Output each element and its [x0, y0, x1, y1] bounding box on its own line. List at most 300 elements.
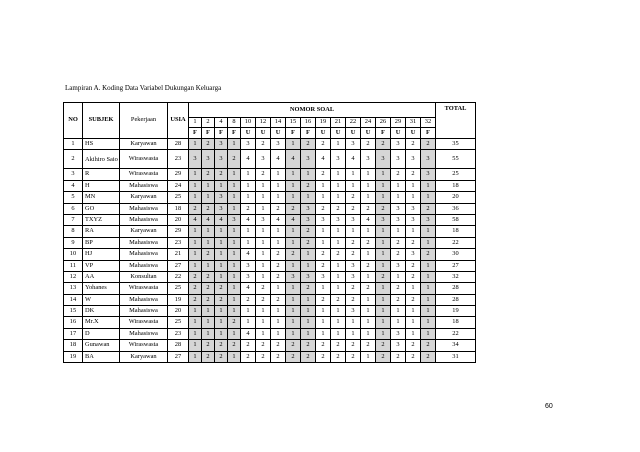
score-cell: 2: [301, 237, 316, 248]
score-cell: 2: [346, 351, 361, 362]
score-cell: 1: [421, 260, 436, 271]
score-cell: 3: [301, 214, 316, 225]
score-cell: 2: [256, 283, 271, 294]
score-cell: 3: [316, 271, 331, 282]
score-cell: 2: [391, 249, 406, 260]
subject-cell: HJ: [83, 249, 120, 260]
score-cell: 2: [361, 237, 376, 248]
score-cell: 1: [421, 317, 436, 328]
occupation-cell: Mahasiswa: [120, 306, 168, 317]
score-cell: 1: [241, 237, 256, 248]
score-cell: 1: [331, 306, 346, 317]
subject-cell: Akihiro Saio: [83, 150, 120, 169]
score-cell: 1: [189, 169, 202, 180]
row-number-cell: 8: [64, 226, 83, 237]
score-cell: 1: [391, 226, 406, 237]
score-cell: 3: [215, 203, 228, 214]
score-cell: 1: [271, 306, 286, 317]
score-cell: 2: [406, 169, 421, 180]
score-cell: 1: [391, 180, 406, 191]
score-cell: 1: [331, 328, 346, 339]
table-row: [64, 249, 476, 260]
score-cell: 2: [215, 340, 228, 351]
score-cell: 1: [286, 180, 301, 191]
age-cell: 28: [168, 340, 189, 351]
score-cell: 2: [376, 351, 391, 362]
table-row: [64, 169, 476, 180]
total-cell: 31: [436, 351, 476, 362]
score-cell: 1: [286, 317, 301, 328]
score-cell: 2: [202, 249, 215, 260]
score-cell: 1: [215, 306, 228, 317]
table-row: [64, 271, 476, 282]
occupation-cell: Wiraswasta: [120, 283, 168, 294]
score-cell: 2: [406, 340, 421, 351]
age-cell: 25: [168, 192, 189, 203]
occupation-cell: Mahasiswa: [120, 203, 168, 214]
score-cell: 2: [391, 294, 406, 305]
age-cell: 23: [168, 237, 189, 248]
score-cell: 1: [215, 180, 228, 191]
score-cell: 2: [316, 169, 331, 180]
score-cell: 2: [202, 271, 215, 282]
score-cell: 1: [361, 226, 376, 237]
age-cell: 29: [168, 226, 189, 237]
score-cell: 2: [361, 260, 376, 271]
page-number: 60: [545, 403, 553, 410]
score-cell: 1: [256, 226, 271, 237]
subject-cell: Mr.X: [83, 317, 120, 328]
score-cell: 1: [286, 169, 301, 180]
score-cell: 1: [421, 226, 436, 237]
score-cell: 3: [346, 260, 361, 271]
score-cell: 1: [331, 226, 346, 237]
score-cell: 2: [346, 340, 361, 351]
score-cell: 1: [256, 260, 271, 271]
total-cell: 28: [436, 283, 476, 294]
table-row: [64, 237, 476, 248]
score-cell: 1: [376, 294, 391, 305]
score-cell: 3: [391, 150, 406, 169]
score-cell: 1: [301, 306, 316, 317]
score-cell: 1: [228, 271, 241, 282]
row-number-cell: 15: [64, 306, 83, 317]
score-cell: 2: [256, 169, 271, 180]
score-cell: 1: [316, 226, 331, 237]
score-cell: 1: [228, 203, 241, 214]
question-type-cell: U: [346, 128, 361, 139]
score-cell: 2: [271, 203, 286, 214]
score-cell: 1: [256, 317, 271, 328]
age-cell: 25: [168, 283, 189, 294]
row-number-cell: 12: [64, 271, 83, 282]
score-cell: 1: [331, 169, 346, 180]
score-cell: 1: [391, 317, 406, 328]
question-number-cell: 8: [228, 118, 241, 128]
score-cell: 1: [331, 180, 346, 191]
occupation-cell: Wiraswasta: [120, 169, 168, 180]
score-cell: 2: [331, 203, 346, 214]
score-cell: 2: [202, 139, 215, 150]
score-cell: 3: [215, 139, 228, 150]
score-cell: 1: [286, 283, 301, 294]
score-cell: 3: [301, 271, 316, 282]
score-cell: 1: [228, 237, 241, 248]
score-cell: 1: [316, 317, 331, 328]
score-cell: 1: [376, 180, 391, 191]
row-number-cell: 19: [64, 351, 83, 362]
header-subjek: SUBJEK: [83, 103, 120, 139]
total-cell: 18: [436, 180, 476, 191]
score-cell: 2: [228, 317, 241, 328]
score-cell: 1: [301, 294, 316, 305]
score-cell: 2: [256, 351, 271, 362]
score-cell: 2: [346, 192, 361, 203]
score-cell: 3: [241, 260, 256, 271]
total-cell: 58: [436, 214, 476, 225]
score-cell: 1: [346, 328, 361, 339]
score-cell: 2: [215, 169, 228, 180]
score-cell: 3: [391, 260, 406, 271]
score-cell: 1: [316, 192, 331, 203]
score-cell: 1: [316, 237, 331, 248]
score-cell: 1: [228, 328, 241, 339]
score-cell: 3: [421, 169, 436, 180]
score-cell: 1: [301, 192, 316, 203]
score-cell: 1: [256, 249, 271, 260]
table-row: [64, 306, 476, 317]
score-cell: 3: [346, 306, 361, 317]
score-cell: 4: [202, 214, 215, 225]
total-cell: 34: [436, 340, 476, 351]
score-cell: 3: [189, 150, 202, 169]
age-cell: 22: [168, 271, 189, 282]
score-cell: 2: [228, 340, 241, 351]
score-cell: 1: [346, 317, 361, 328]
score-cell: 2: [301, 139, 316, 150]
subject-cell: VP: [83, 260, 120, 271]
score-cell: 1: [421, 294, 436, 305]
score-cell: 1: [421, 192, 436, 203]
score-cell: 1: [346, 180, 361, 191]
score-cell: 1: [301, 249, 316, 260]
score-cell: 2: [271, 260, 286, 271]
score-cell: 1: [361, 328, 376, 339]
score-cell: 1: [376, 169, 391, 180]
score-cell: 1: [406, 180, 421, 191]
score-cell: 1: [361, 306, 376, 317]
table-row: [64, 317, 476, 328]
subject-cell: Gunawan: [83, 340, 120, 351]
question-type-cell: U: [391, 128, 406, 139]
question-type-cell: F: [202, 128, 215, 139]
score-cell: 2: [202, 283, 215, 294]
score-cell: 1: [202, 180, 215, 191]
score-cell: 3: [391, 139, 406, 150]
score-cell: 1: [346, 226, 361, 237]
score-cell: 2: [271, 351, 286, 362]
score-cell: 2: [406, 237, 421, 248]
question-type-cell: U: [316, 128, 331, 139]
table-row: [64, 214, 476, 225]
score-cell: 2: [202, 340, 215, 351]
score-cell: 1: [286, 306, 301, 317]
score-cell: 2: [256, 139, 271, 150]
score-cell: 2: [256, 340, 271, 351]
age-cell: 29: [168, 169, 189, 180]
question-number-cell: 21: [331, 118, 346, 128]
score-cell: 2: [331, 294, 346, 305]
score-cell: 3: [271, 139, 286, 150]
score-cell: 1: [421, 271, 436, 282]
age-cell: 20: [168, 306, 189, 317]
score-cell: 4: [241, 249, 256, 260]
score-cell: 1: [241, 317, 256, 328]
score-cell: 1: [376, 306, 391, 317]
score-cell: 4: [241, 283, 256, 294]
table-body: [64, 139, 476, 363]
score-cell: 3: [316, 214, 331, 225]
score-cell: 1: [189, 226, 202, 237]
score-cell: 2: [316, 203, 331, 214]
row-number-cell: 9: [64, 237, 83, 248]
score-cell: 1: [376, 226, 391, 237]
table-row: [64, 192, 476, 203]
score-cell: 1: [406, 192, 421, 203]
question-number-cell: 16: [301, 118, 316, 128]
age-cell: 23: [168, 150, 189, 169]
row-number-cell: 17: [64, 328, 83, 339]
score-cell: 1: [228, 180, 241, 191]
age-cell: 28: [168, 139, 189, 150]
score-cell: 1: [228, 294, 241, 305]
score-cell: 1: [286, 192, 301, 203]
score-cell: 1: [406, 317, 421, 328]
score-cell: 1: [361, 351, 376, 362]
age-cell: 27: [168, 260, 189, 271]
score-cell: 1: [376, 249, 391, 260]
score-cell: 1: [271, 283, 286, 294]
table-row: [64, 351, 476, 362]
score-cell: 1: [228, 139, 241, 150]
total-cell: 36: [436, 203, 476, 214]
score-cell: 3: [215, 192, 228, 203]
occupation-cell: Karyawan: [120, 139, 168, 150]
occupation-cell: Mahasiswa: [120, 180, 168, 191]
score-cell: 2: [406, 294, 421, 305]
total-cell: 20: [436, 192, 476, 203]
occupation-cell: Konsultan: [120, 271, 168, 282]
score-cell: 1: [391, 306, 406, 317]
score-cell: 2: [361, 203, 376, 214]
score-cell: 1: [228, 260, 241, 271]
header-total: TOTAL: [436, 103, 476, 139]
age-cell: 24: [168, 180, 189, 191]
score-cell: 1: [189, 139, 202, 150]
score-cell: 1: [189, 306, 202, 317]
occupation-cell: Mahasiswa: [120, 294, 168, 305]
score-cell: 1: [241, 180, 256, 191]
score-cell: 1: [316, 306, 331, 317]
age-cell: 20: [168, 214, 189, 225]
score-cell: 2: [189, 203, 202, 214]
score-cell: 2: [316, 340, 331, 351]
score-cell: 2: [271, 271, 286, 282]
occupation-cell: Mahasiswa: [120, 214, 168, 225]
score-cell: 1: [241, 192, 256, 203]
score-cell: 2: [406, 260, 421, 271]
score-cell: 2: [406, 139, 421, 150]
occupation-cell: Mahasiswa: [120, 328, 168, 339]
score-cell: 2: [391, 169, 406, 180]
score-cell: 3: [301, 203, 316, 214]
age-cell: 23: [168, 328, 189, 339]
row-number-cell: 2: [64, 150, 83, 169]
score-cell: 4: [189, 214, 202, 225]
score-cell: 1: [215, 317, 228, 328]
score-cell: 1: [421, 237, 436, 248]
table-row: [64, 283, 476, 294]
question-number-cell: 31: [406, 118, 421, 128]
score-cell: 1: [215, 237, 228, 248]
score-cell: 1: [256, 180, 271, 191]
score-cell: 3: [331, 214, 346, 225]
score-cell: 1: [286, 237, 301, 248]
score-cell: 3: [346, 139, 361, 150]
score-cell: 4: [241, 150, 256, 169]
total-cell: 27: [436, 260, 476, 271]
score-cell: 4: [215, 214, 228, 225]
row-number-cell: 4: [64, 180, 83, 191]
question-type-cell: F: [421, 128, 436, 139]
occupation-cell: Wiraswasta: [120, 150, 168, 169]
score-cell: 3: [286, 271, 301, 282]
score-cell: 2: [286, 203, 301, 214]
score-cell: 1: [286, 260, 301, 271]
score-cell: 3: [256, 214, 271, 225]
question-type-cell: F: [215, 128, 228, 139]
score-cell: 2: [346, 294, 361, 305]
score-cell: 1: [361, 169, 376, 180]
score-cell: 1: [215, 226, 228, 237]
score-cell: 2: [391, 351, 406, 362]
score-cell: 2: [316, 249, 331, 260]
score-cell: 2: [202, 294, 215, 305]
score-cell: 2: [301, 340, 316, 351]
score-cell: 1: [228, 306, 241, 317]
score-cell: 1: [331, 192, 346, 203]
score-cell: 1: [286, 226, 301, 237]
score-cell: 1: [228, 226, 241, 237]
subject-cell: MN: [83, 192, 120, 203]
table-row: [64, 294, 476, 305]
score-cell: 1: [202, 317, 215, 328]
row-number-cell: 6: [64, 203, 83, 214]
score-cell: 3: [256, 150, 271, 169]
table-row: [64, 328, 476, 339]
score-cell: 1: [316, 328, 331, 339]
question-type-cell: F: [286, 128, 301, 139]
score-cell: 2: [202, 351, 215, 362]
score-cell: 1: [202, 192, 215, 203]
score-cell: 2: [361, 139, 376, 150]
score-cell: 1: [391, 192, 406, 203]
subject-cell: BP: [83, 237, 120, 248]
score-cell: 3: [406, 214, 421, 225]
score-cell: 1: [215, 328, 228, 339]
subject-cell: HS: [83, 139, 120, 150]
row-number-cell: 14: [64, 294, 83, 305]
score-cell: 1: [189, 340, 202, 351]
age-cell: 25: [168, 317, 189, 328]
score-cell: 1: [189, 260, 202, 271]
total-cell: 25: [436, 169, 476, 180]
score-cell: 2: [391, 237, 406, 248]
score-cell: 2: [189, 271, 202, 282]
score-cell: 1: [189, 317, 202, 328]
question-number-cell: 26: [376, 118, 391, 128]
score-cell: 1: [316, 283, 331, 294]
score-cell: 2: [286, 340, 301, 351]
score-cell: 2: [346, 249, 361, 260]
question-number-cell: 22: [346, 118, 361, 128]
score-cell: 2: [346, 203, 361, 214]
score-cell: 1: [215, 271, 228, 282]
score-cell: 4: [316, 150, 331, 169]
score-cell: 1: [361, 249, 376, 260]
score-cell: 1: [331, 139, 346, 150]
age-cell: 18: [168, 203, 189, 214]
score-cell: 2: [361, 340, 376, 351]
score-cell: 2: [202, 169, 215, 180]
score-cell: 4: [346, 150, 361, 169]
score-cell: 1: [202, 237, 215, 248]
header-usia: USIA: [168, 103, 189, 139]
score-cell: 1: [361, 271, 376, 282]
occupation-cell: Mahasiswa: [120, 249, 168, 260]
score-cell: 2: [346, 283, 361, 294]
score-cell: 3: [391, 340, 406, 351]
question-number-cell: 4: [215, 118, 228, 128]
score-cell: 2: [271, 340, 286, 351]
age-cell: 19: [168, 294, 189, 305]
score-cell: 1: [406, 283, 421, 294]
score-cell: 1: [202, 226, 215, 237]
question-type-cell: U: [331, 128, 346, 139]
question-number-cell: 15: [286, 118, 301, 128]
question-number-cell: 10: [241, 118, 256, 128]
score-cell: 1: [286, 294, 301, 305]
score-cell: 1: [286, 328, 301, 339]
table-row: [64, 139, 476, 150]
score-cell: 3: [346, 271, 361, 282]
score-cell: 1: [241, 226, 256, 237]
score-cell: 1: [331, 317, 346, 328]
occupation-cell: Karyawan: [120, 192, 168, 203]
question-type-cell: F: [301, 128, 316, 139]
score-cell: 1: [256, 192, 271, 203]
score-cell: 3: [391, 214, 406, 225]
score-cell: 2: [391, 283, 406, 294]
occupation-cell: Mahasiswa: [120, 260, 168, 271]
score-cell: 4: [271, 150, 286, 169]
score-cell: 1: [361, 180, 376, 191]
score-cell: 2: [346, 237, 361, 248]
question-number-cell: 24: [361, 118, 376, 128]
score-cell: 3: [421, 214, 436, 225]
score-cell: 2: [421, 203, 436, 214]
score-cell: 3: [421, 150, 436, 169]
